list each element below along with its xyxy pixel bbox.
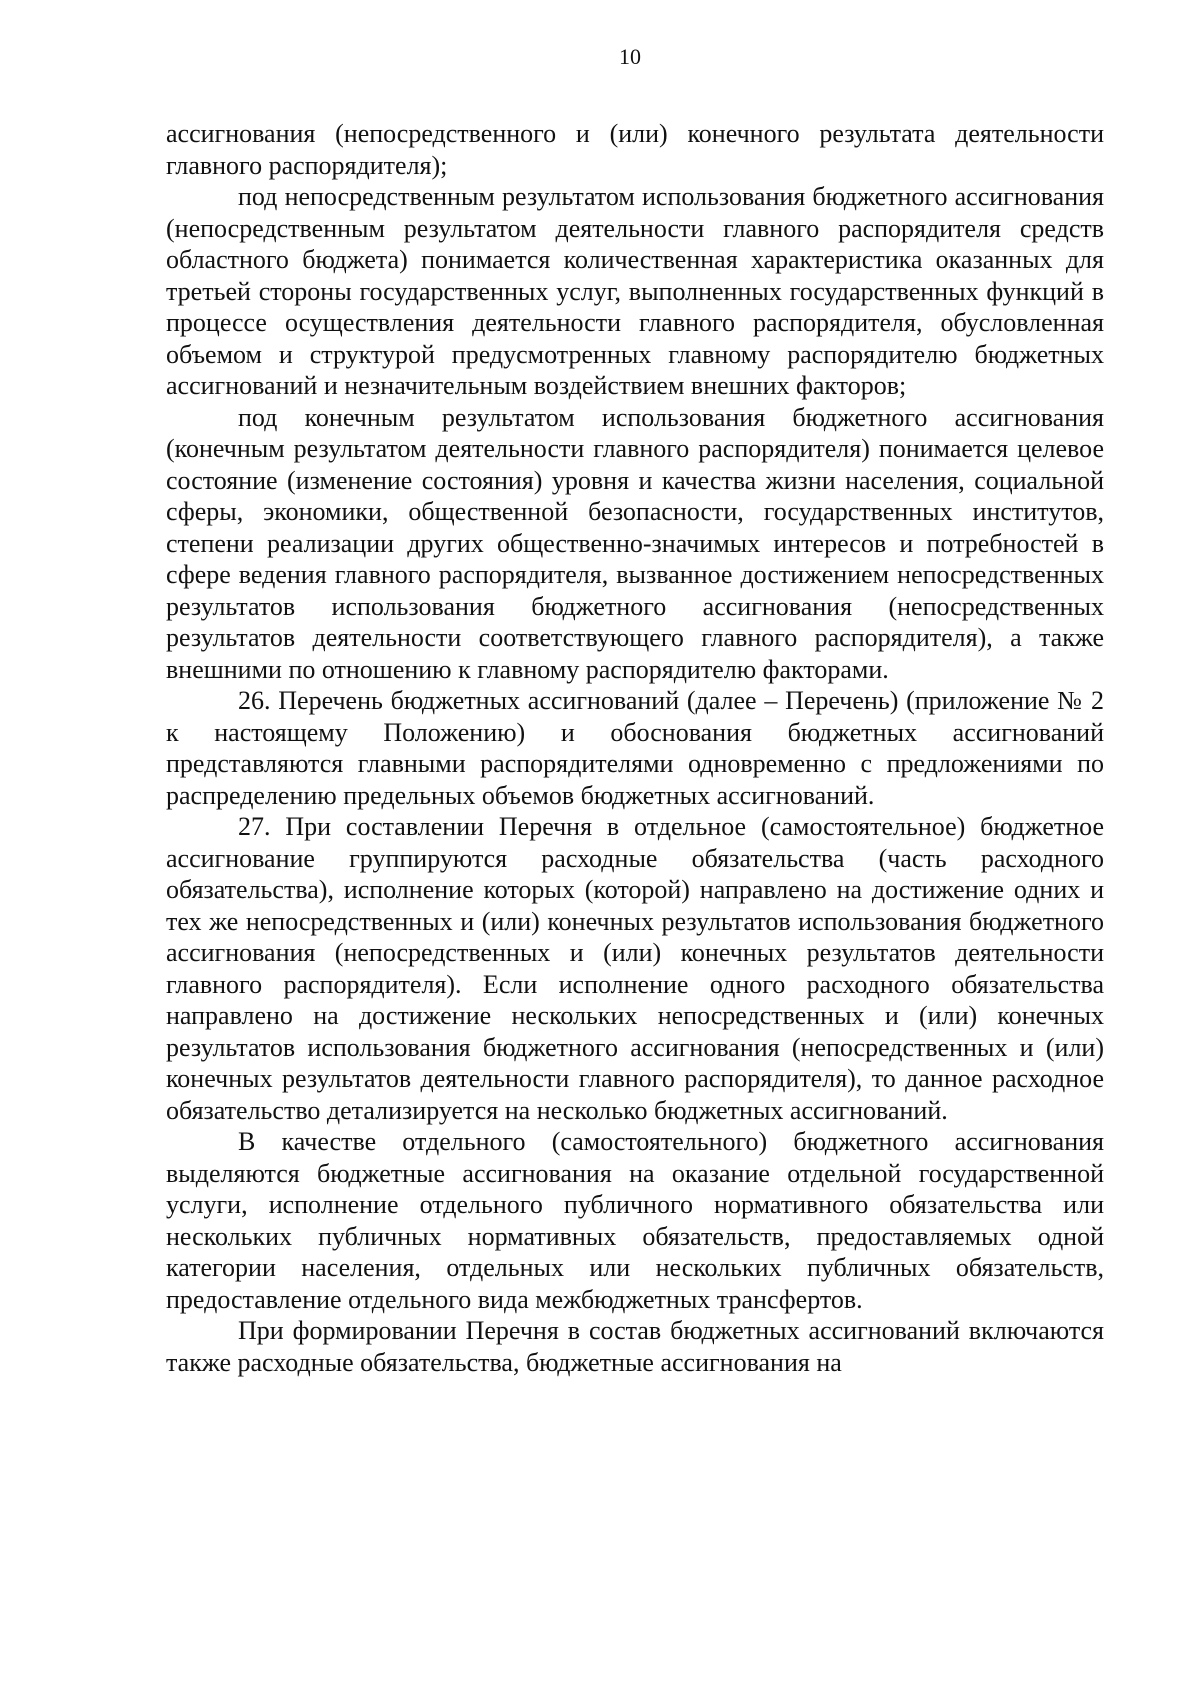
- paragraph-separate-assignments: В качестве отдельного (самостоятельного) бюджетного ассигнования выделяются бюджетные ассигнования на оказание отдельной государственной услуги, исполнение отдельного публичного нормативного обязательства или нескольких публичных нормативных обязательств, предоставляемых одной категории населения, отдельных или нескольких публичных обязательств, предоставление отдельного вида межбюджетных трансфертов.: [166, 1127, 1104, 1314]
- paragraph-final-result-definition: под конечным результатом использования бюджетного ассигнования (конечным результатом деятельности главного распорядителя) понимается целевое состояние (изменение состояния) уровня и качества жизни населения, социальной сферы, экономики, общественной безопасности, государственных институтов, степени реализации других общественно-значимых интересов и потребностей в сфере ведения главного распорядителя, вызванное достижением непосредственных результатов использования бюджетного ассигнования (непосредственных результатов деятельности соответствующего главного распорядителя), а также внешними по отношению к главному распорядителю факторами.: [166, 402, 1104, 684]
- page-number: 10: [619, 44, 641, 69]
- paragraph-item-27: 27. При составлении Перечня в отдельное (самостоятельное) бюджетное ассигнование группируются расходные обязательства (часть расходного обязательства), исполнение которых (которой) направлено на достижение одних и тех же непосредственных и (или) конечных результатов использования бюджетного ассигнования (непосредственных и (или) конечных результатов деятельности главного распорядителя). Если исполнение одного расходного обязательства направлено на достижение нескольких непосредственных и (или) конечных результатов использования бюджетного ассигнования (непосредственных и (или) конечных результатов деятельности главного распорядителя), то данное расходное обязательство детализируется на несколько бюджетных ассигнований.: [166, 812, 1104, 1125]
- paragraph-list-formation: При формировании Перечня в состав бюджетных ассигнований включаются также расходные обязательства, бюджетные ассигнования на: [166, 1316, 1104, 1377]
- paragraph-item-26: 26. Перечень бюджетных ассигнований (далее – Перечень) (приложение № 2 к настоящему Положению) и обоснования бюджетных ассигнований представляются главными распорядителями одновременно с предложениями по распределению предельных объемов бюджетных ассигнований.: [166, 686, 1104, 810]
- document-body: [166, 118, 1104, 1378]
- paragraph-direct-result-definition: под непосредственным результатом использования бюджетного ассигнования (непосредственным результатом деятельности главного распорядителя средств областного бюджета) понимается количественная характеристика оказанных для третьей стороны государственных услуг, выполненных государственных функций в процессе осуществления деятельности главного распорядителя, обусловленная объемом и структурой предусмотренных главному распорядителю бюджетных ассигнований и незначительным воздействием внешних факторов;: [166, 182, 1104, 400]
- paragraph-assignment-continuation: ассигнования (непосредственного и (или) конечного результата деятельности главного распорядителя);: [166, 119, 1104, 180]
